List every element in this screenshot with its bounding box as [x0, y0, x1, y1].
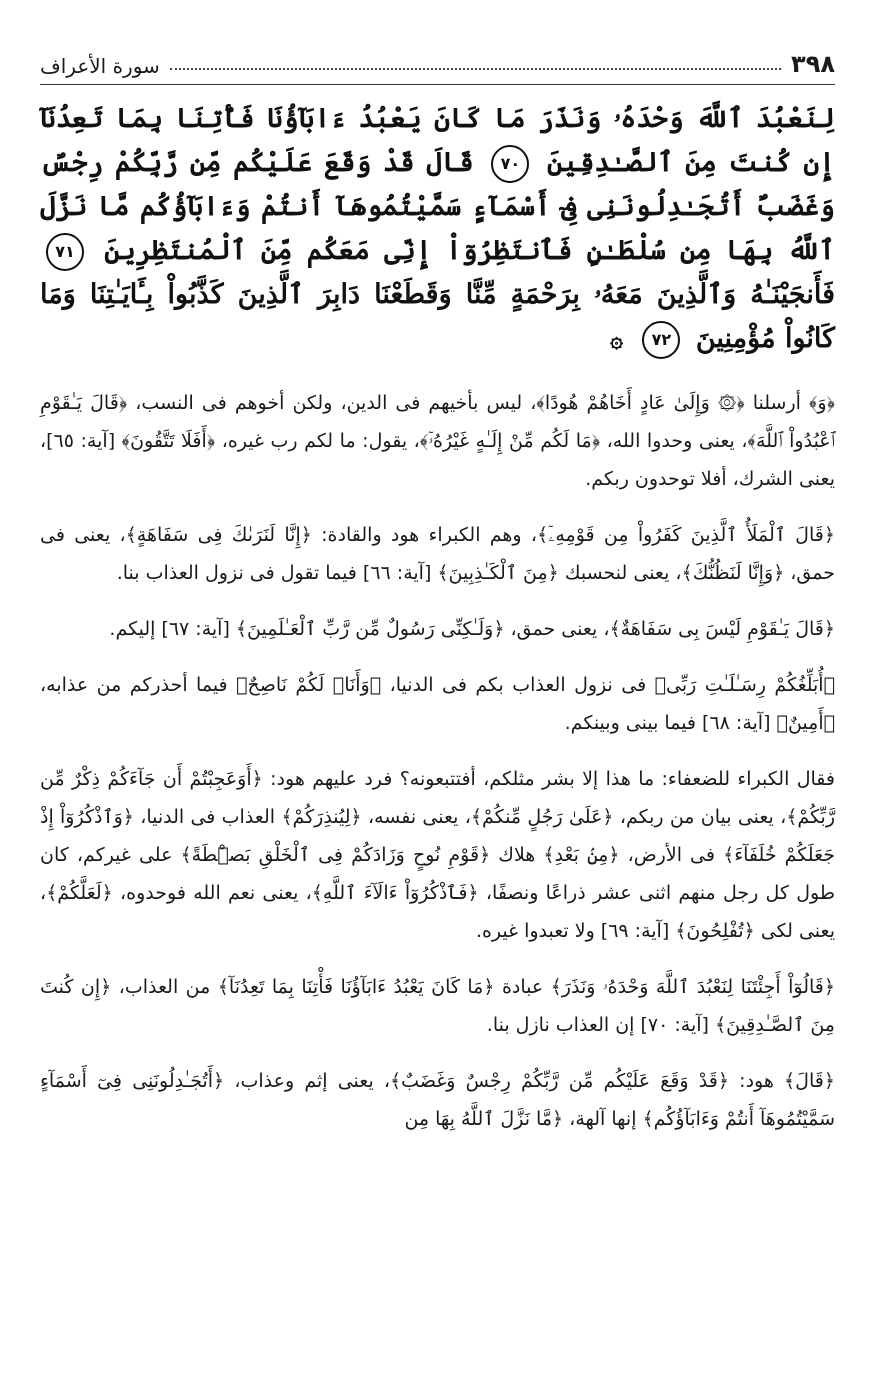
- surah-name: سورة الأعراف: [40, 54, 160, 78]
- quran-verse-text: لِنَعْبُدَ ٱللَّهَ وَحْدَهُۥ وَنَذَرَ مَا كَانَ يَعْبُدُ ءَابَآؤُنَا فَأْتِنَا بِمَا تَعِدُنَآ إِن كُنتَ مِنَ ٱلصَّـٰدِقِينَ: [40, 103, 835, 178]
- page-header: [40, 40, 835, 85]
- verse-end-ornament-icon: ۞: [610, 327, 624, 353]
- commentary-paragraph: فقال الكبراء للضعفاء: ما هذا إلا بشر مثلكم، أفتتبعونه؟ فرد عليهم هود: ﴿أَوَعَجِبْتُمْ أَن جَآءَكُمْ ذِكْرٌ مِّن رَّبِّكُمْ﴾، يعنى بيان من ربكم، ﴿عَلَىٰ رَجُلٍ مِّنكُمْ﴾، يعنى نفسه، ﴿لِيُنذِرَكُمْ﴾ العذاب فى الدنيا، ﴿وَٱذْكُرُوٓاْ إِذْ جَعَلَكُمْ خُلَفَآءَ﴾ فى الأرض، ﴿مِنۢ بَعْدِ﴾ هلاك ﴿قَوْمِ نُوحٍ وَزَادَكُمْ فِى ٱلْخَلْقِ بَصْۜطَةً﴾ على غيركم، كان طول كل رجل منهم اثنى عشر ذراعًا ونصفًا، ﴿فَٱذْكُرُوٓاْ ءَالَآءَ ٱللَّهِ﴾، يعنى نعم الله فوحدوه، ﴿لَعَلَّكُمْ﴾، يعنى لكى ﴿تُفْلِحُونَ﴾ [آية: ٦٩] ولا تعبدوا غيره.: [40, 768, 835, 942]
- quran-verse-text: قَالَ قَدْ وَقَعَ عَلَيْكُم مِّن رَّبِّكُمْ رِجْسٌ وَغَضَبٌ أَتُجَـٰدِلُونَنِى فِىٓ أَسْمَآءٍ سَمَّيْتُمُوهَآ أَنتُمْ وَءَابَآؤُكُم مَّا نَزَّلَ ٱللَّهُ بِهَا مِن سُلْطَـٰنٍ فَٱنتَظِرُوٓاْ إِنِّى مَعَكُم مِّنَ ٱلْمُنتَظِرِينَ: [40, 147, 835, 266]
- ayah-number-marker: ٧٢: [642, 321, 680, 359]
- header-dots-divider: [170, 68, 781, 70]
- ayah-number-marker: ٧١: [46, 233, 84, 271]
- commentary-paragraph: ﴿أُبَلِّغُكُمْ رِسَـٰلَـٰتِ رَبِّى﴾ فى نزول العذاب بكم فى الدنيا، ﴿وَأَنَا۠ لَكُمْ نَاصِحٌ﴾ فيما أحذركم من عذابه، ﴿أَمِينٌ﴾ [آية: ٦٨] فيما بينى وبينكم.: [40, 674, 835, 734]
- tafsir-commentary: [40, 384, 835, 1138]
- commentary-paragraph: ﴿قَالُوٓاْ أَجِئْتَنَا لِنَعْبُدَ ٱللَّهَ وَحْدَهُۥ وَنَذَرَ﴾ عبادة ﴿مَا كَانَ يَعْبُدُ ءَابَآؤُنَا فَأْتِنَا بِمَا تَعِدُنَآ﴾ من العذاب، ﴿إِن كُنتَ مِنَ ٱلصَّـٰدِقِينَ﴾ [آية: ٧٠] إن العذاب نازل بنا.: [40, 976, 835, 1036]
- ayah-number-marker: ٧٠: [491, 145, 529, 183]
- commentary-paragraph: ﴿قَالَ﴾ هود: ﴿قَدْ وَقَعَ عَلَيْكُم مِّن رَّبِّكُمْ رِجْسٌ وَغَضَبٌ﴾، يعنى إثم وعذاب، ﴿أَتُجَـٰدِلُونَنِى فِىٓ أَسْمَآءٍ سَمَّيْتُمُوهَآ أَنتُمْ وَءَابَآؤُكُم﴾ إنها آلهة، ﴿مَّا نَزَّلَ ٱللَّهُ بِهَا مِن: [40, 1070, 835, 1130]
- commentary-paragraph: ﴿قَالَ يَـٰقَوْمِ لَيْسَ بِى سَفَاهَةٌ﴾، يعنى حمق، ﴿وَلَـٰكِنِّى رَسُولٌ مِّن رَّبِّ ٱلْعَـٰلَمِينَ﴾ [آية: ٦٧] إليكم.: [109, 618, 835, 640]
- quran-verse-text: فَأَنجَيْنَـٰهُ وَٱلَّذِينَ مَعَهُۥ بِرَحْمَةٍ مِّنَّا وَقَطَعْنَا دَابِرَ ٱلَّذِينَ كَذَّبُواْ بِـَٔايَـٰتِنَا وَمَا كَانُواْ مُؤْمِنِينَ: [40, 279, 835, 354]
- commentary-paragraph: ﴿قَالَ ٱلْمَلَأُ ٱلَّذِينَ كَفَرُواْ مِن قَوْمِهِۦٓ﴾، وهم الكبراء هود والقادة: ﴿إِنَّا لَنَرَىٰكَ فِى سَفَاهَةٍ﴾، يعنى فى حمق، ﴿وَإِنَّا لَنَظُنُّكَ﴾، يعنى لنحسبك ﴿مِنَ ٱلْكَـٰذِبِينَ﴾ [آية: ٦٦] فيما تقول فى نزول العذاب بنا.: [40, 524, 835, 584]
- quran-verses: [40, 97, 835, 362]
- page-number: ٣٩٨: [791, 50, 835, 78]
- commentary-paragraph: ﴿وَ﴾ أرسلنا ﴿۞ وَإِلَىٰ عَادٍ أَخَاهُمْ هُودًا﴾، ليس بأخيهم فى الدين، ولكن أخوهم فى النسب، ﴿قَالَ يَـٰقَوْمِ ٱعْبُدُواْ ٱللَّهَ﴾، يعنى وحدوا الله، ﴿مَا لَكُم مِّنْ إِلَـٰهٍ غَيْرُهُۥٓ﴾، يقول: ما لكم رب غيره، ﴿أَفَلَا تَتَّقُونَ﴾ [آية: ٦٥]، يعنى الشرك، أفلا توحدون ربكم.: [40, 392, 835, 490]
